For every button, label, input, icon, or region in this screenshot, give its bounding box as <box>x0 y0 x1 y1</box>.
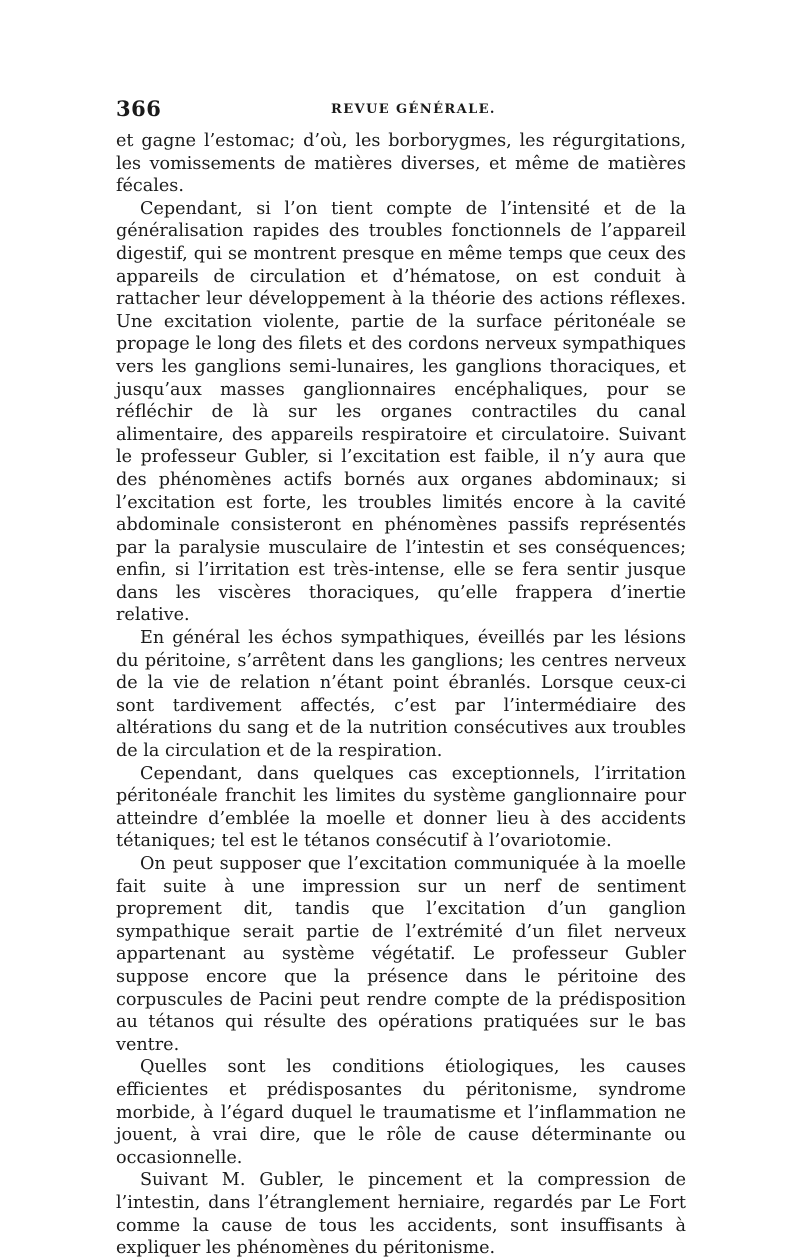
paragraph: Quelles sont les conditions étiologiques, les causes efficientes et prédisposantes du péritonisme, syndrome morbide, à l’égard duquel le traumatisme et l’inflammation ne jouent, à vrai dire, que le rôle de cause déterminante ou occasionnelle. <box>116 1057 686 1168</box>
paragraph: On peut supposer que l’excitation communiquée à la moelle fait suite à une impression sur un nerf de sentiment proprement dit, tandis que l’excitation d’un ganglion sympathique serait partie de l’extrémité d’un filet nerveux appartenant au système végétatif. Le professeur Gubler suppose encore que la présence dans le péritoine des corpuscules de Pacini peut rendre compte de la prédisposition au tétanos qui résulte des opérations pratiquées sur le bas ventre. <box>116 854 686 1055</box>
page-number: 366 <box>116 96 162 121</box>
paragraph: Cependant, si l’on tient compte de l’intensité et de la généralisation rapides des troubles fonctionnels de l’appareil digestif, qui se montrent presque en même temps que ceux des appareils de circulation et d’hématose, on est conduit à rattacher leur développement à la théorie des actions réflexes. Une excitation violente, partie de la surface péritonéale se propage le long des filets et des cordons nerveux sympathiques vers les ganglions semi-lunaires, les ganglions thoraciques, et jusqu’aux masses ganglionnaires encéphaliques, pour se réfléchir de là sur les organes contractiles du canal alimentaire, des appareils respiratoire et circulatoire. Suivant le professeur Gubler, si l’excitation est faible, il n’y aura que des phénomènes actifs bornés aux organes abdominaux; si l’excitation est forte, les troubles limités encore à la cavité abdominale consisteront en phénomènes passifs représentés par la paralysie musculaire de l’intestin et ses conséquences; enfin, si l’irritation est très-intense, elle se fera sentir jusque dans les viscères thoraciques, qu’elle frappera d’inertie relative. <box>116 198 686 626</box>
paragraph-continued: et gagne l’estomac; d’où, les borborygmes, les régurgitations, les vomissements de matières diverses, et même de matières fécales. <box>116 131 686 197</box>
paragraph: Cependant, dans quelques cas exceptionnels, l’irritation péritonéale franchit les limites du système ganglionnaire pour atteindre d’emblée la moelle et donner lieu à des accidents tétaniques; tel est le tétanos consécutif à l’ovariotomie. <box>116 763 686 852</box>
page-header <box>116 96 686 130</box>
book-page <box>116 96 686 1260</box>
paragraph: Suivant M. Gubler, le pincement et la compression de l’intestin, dans l’étranglement herniaire, regardés par Le Fort comme la cause de tous les accidents, sont insuffisants à expliquer les phénomènes du péritonisme. <box>116 1170 686 1259</box>
body-text <box>116 130 686 1260</box>
paragraph: En général les échos sympathiques, éveillés par les lésions du péritoine, s’arrêtent dans les ganglions; les centres nerveux de la vie de relation n’étant point ébranlés. Lorsque ceux-ci sont tardivement affectés, c’est par l’intermédiaire des altérations du sang et de la nutrition consécutives aux troubles de la circulation et de la respiration. <box>116 628 686 762</box>
running-title: REVUE GÉNÉRALE. <box>331 102 496 117</box>
